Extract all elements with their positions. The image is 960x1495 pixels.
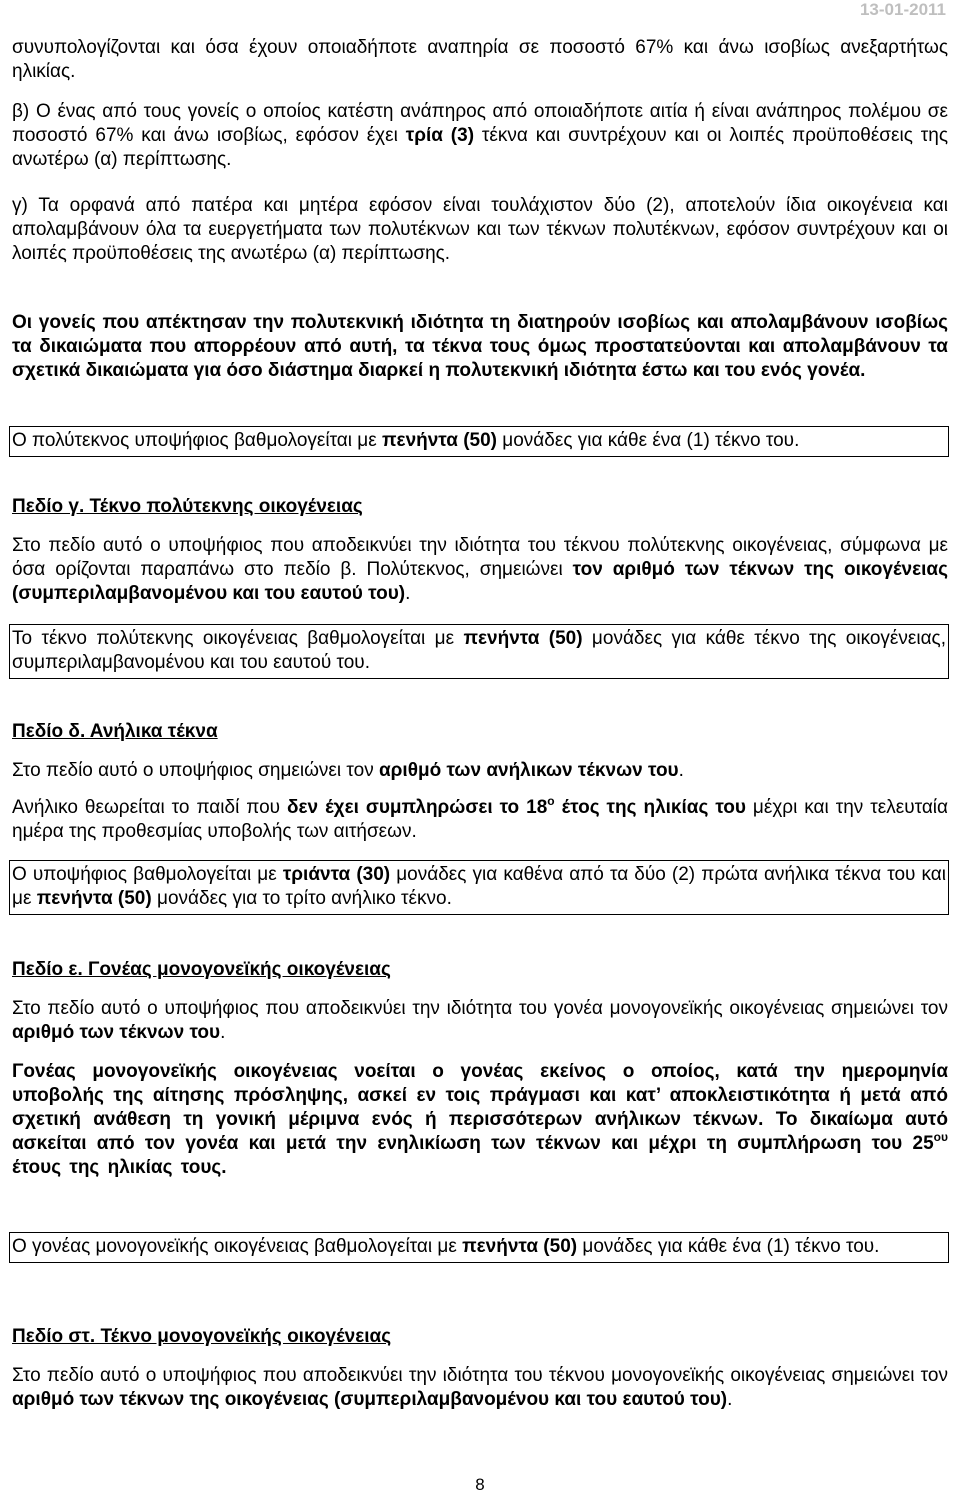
box-text-c: μονάδες για κάθε ένα (1) τέκνο του.	[497, 430, 800, 451]
field-d-p2-a: Ανήλικο θεωρείται το παιδί που	[12, 797, 288, 818]
field-st-text-bold: αριθμό των τέκνων της οικογένειας (συμπεριλαμβανομένου και του εαυτού του)	[12, 1389, 728, 1410]
field-st-text-c: .	[727, 1389, 733, 1410]
field-e-text-c: .	[220, 1022, 226, 1043]
field-e-box-a: Ο γονέας μονογονεϊκής οικογένειας βαθμολογείται με	[12, 1236, 463, 1257]
paragraph-gamma: γ) Τα ορφανά από πατέρα και μητέρα εφόσον είναι τουλάχιστον δύο (2), αποτελούν ίδια οικογένεια και απολαμβάνουν όλα τα ευεργετήματα των πολυτέκνων και των τέκνων πολυτέκνων, εφόσον συντρέχουν και οι λοιπές προϋποθέσεις της ανωτέρω (α) περίπτωσης.	[12, 195, 948, 264]
field-e-bold-sup: ου	[933, 1130, 948, 1144]
field-e-box-c: μονάδες για κάθε ένα (1) τέκνο του.	[577, 1236, 880, 1257]
field-e-text-a: Στο πεδίο αυτό ο υποψήφιος που αποδεικνύει την ιδιότητα του γονέα μονογονεϊκής οικογένειας σημειώνει τον	[12, 998, 948, 1019]
field-d-box-d: πενήντα (50)	[36, 888, 152, 909]
field-d-p2-d: μέχρι και την τελευταία ημέρα της προθεσμίας υποβολής των αιτήσεων.	[12, 797, 949, 842]
beta-text-a: β) Ο ένας από τους γονείς ο οποίος κατέστη ανάπηρος από οποιαδήποτε αιτία ή είναι ανάπηρος πολέμου σε ποσοστό 67% και άνω ισοβίως, εφόσον έχει	[12, 101, 948, 146]
section-title-field-g: Πεδίο γ. Τέκνο πολύτεκνης οικογένειας	[12, 496, 363, 517]
scoring-box-field-g	[9, 624, 949, 679]
intro-continuation: συνυπολογίζονται και όσα έχουν οποιαδήποτε αναπηρία σε ποσοστό 67% και άνω ισοβίως ανεξαρτήτως ηλικίας.	[12, 37, 948, 82]
section-title-field-e: Πεδίο ε. Γονέας μονογονεϊκής οικογένειας	[12, 959, 391, 980]
field-d-box-a: Ο υποψήφιος βαθμολογείται με	[12, 864, 283, 885]
scoring-box-polytekno	[9, 426, 949, 457]
field-g-box-c: μονάδες για κάθε τέκνο της οικογένειας, συμπεριλαμβανομένου και του εαυτού του.	[12, 628, 946, 673]
beta-text-bold: τρία (3)	[405, 125, 475, 146]
field-d-text-c: .	[678, 760, 684, 781]
field-g-box-bold: πενήντα (50)	[463, 628, 583, 649]
field-g-text-c: .	[405, 583, 411, 604]
box-text-a: Ο πολύτεκνος υποψήφιος βαθμολογείται με	[12, 430, 382, 451]
field-g-text-a: Στο πεδίο αυτό ο υποψήφιος που αποδεικνύει την ιδιότητα του τέκνου πολύτεκνης οικογένειας, σύμφωνα με όσα ορίζονται παραπάνω στο πεδίο β. Πολύτεκνος, σημειώνει	[12, 535, 948, 580]
section-title-field-st: Πεδίο στ. Τέκνο μονογονεϊκής οικογένειας	[12, 1326, 392, 1347]
scoring-box-field-e	[9, 1232, 949, 1263]
field-e-box-bold: πενήντα (50)	[462, 1236, 578, 1257]
field-g-text-bold: τον αριθμό των τέκνων της οικογένειας (συμπεριλαμβανομένου και του εαυτού του)	[12, 559, 948, 604]
field-d-text-a: Στο πεδίο αυτό ο υποψήφιος σημειώνει τον	[12, 760, 379, 781]
page-number: 8	[475, 1475, 485, 1494]
field-d-p2-bold	[287, 794, 746, 818]
beta-text-c: τέκνα και συντρέχουν και οι λοιπές προϋποθέσεις της ανωτέρω (α) περίπτωσης.	[12, 125, 948, 170]
field-g-paragraph	[12, 534, 948, 606]
scoring-box-field-d	[9, 860, 949, 915]
field-d-box-b: τριάντα (30)	[282, 864, 391, 885]
field-st-text-a: Στο πεδίο αυτό ο υποψήφιος που αποδεικνύει την ιδιότητα του τέκνου μονογονεϊκής οικογένειας σημειώνει τον	[12, 1365, 948, 1386]
paragraph-beta	[12, 100, 948, 172]
field-e-bold-b: έτους της ηλικίας τους.	[12, 1157, 227, 1178]
field-d-paragraph-2	[12, 796, 948, 844]
field-d-p2-bold-text: δεν έχει συμπληρώσει το 18	[287, 797, 548, 818]
field-g-box-a: Το τέκνο πολύτεκνης οικογένειας βαθμολογείται με	[12, 628, 464, 649]
field-e-paragraph	[12, 997, 948, 1045]
paragraph-bold-parents: Οι γονείς που απέκτησαν την πολυτεκνική ιδιότητα τη διατηρούν ισοβίως και απολαμβάνουν ισοβίως τα δικαιώματα που απορρέουν από αυτή, τα τέκνα τους όμως προστατεύονται και απολαμβάνουν τα σχετικά δικαιώματα για όσο διάστημα διαρκεί η πολυτεκνική ιδιότητα έστω και του ενός γονέα.	[12, 312, 948, 381]
field-st-paragraph	[12, 1364, 948, 1412]
header-date: 13-01-2011	[859, 0, 946, 19]
field-d-p2-bold-text-2: έτος της ηλικίας του	[554, 797, 746, 818]
field-d-text-bold: αριθμό των ανήλικων τέκνων του	[378, 760, 679, 781]
field-e-text-bold: αριθμό των τέκνων του	[12, 1022, 221, 1043]
box-text-bold: πενήντα (50)	[382, 430, 498, 451]
field-e-bold-definition	[12, 1060, 948, 1180]
field-d-box-e: μονάδες για το τρίτο ανήλικο τέκνο.	[151, 888, 452, 909]
field-d-p2-sup: ο	[547, 794, 555, 808]
field-e-bold-a: Γονέας μονογονεϊκής οικογένειας νοείται ο γονέας εκείνος ο οποίος, κατά την ημερομηνία υποβολής της αίτησης πρόσληψης, ασκεί εν τοις πράγμασι και κατ’ αποκλειστικότητα ή μετά από σχετική ανάθεση τη γονική μέριμνα ενός ή περισσότερων ανήλικων τέκνων. Το δικαίωμα αυτό ασκείται από τον γονέα και μετά την ενηλικίωση των τέκνων και μέχρι τη συμπλήρωση του 25	[12, 1061, 948, 1154]
section-title-field-d: Πεδίο δ. Ανήλικα τέκνα	[12, 721, 218, 742]
field-d-box-c: μονάδες για καθένα από τα δύο (2) πρώτα ανήλικα τέκνα του και με	[12, 864, 946, 909]
field-d-paragraph-1	[12, 759, 948, 783]
